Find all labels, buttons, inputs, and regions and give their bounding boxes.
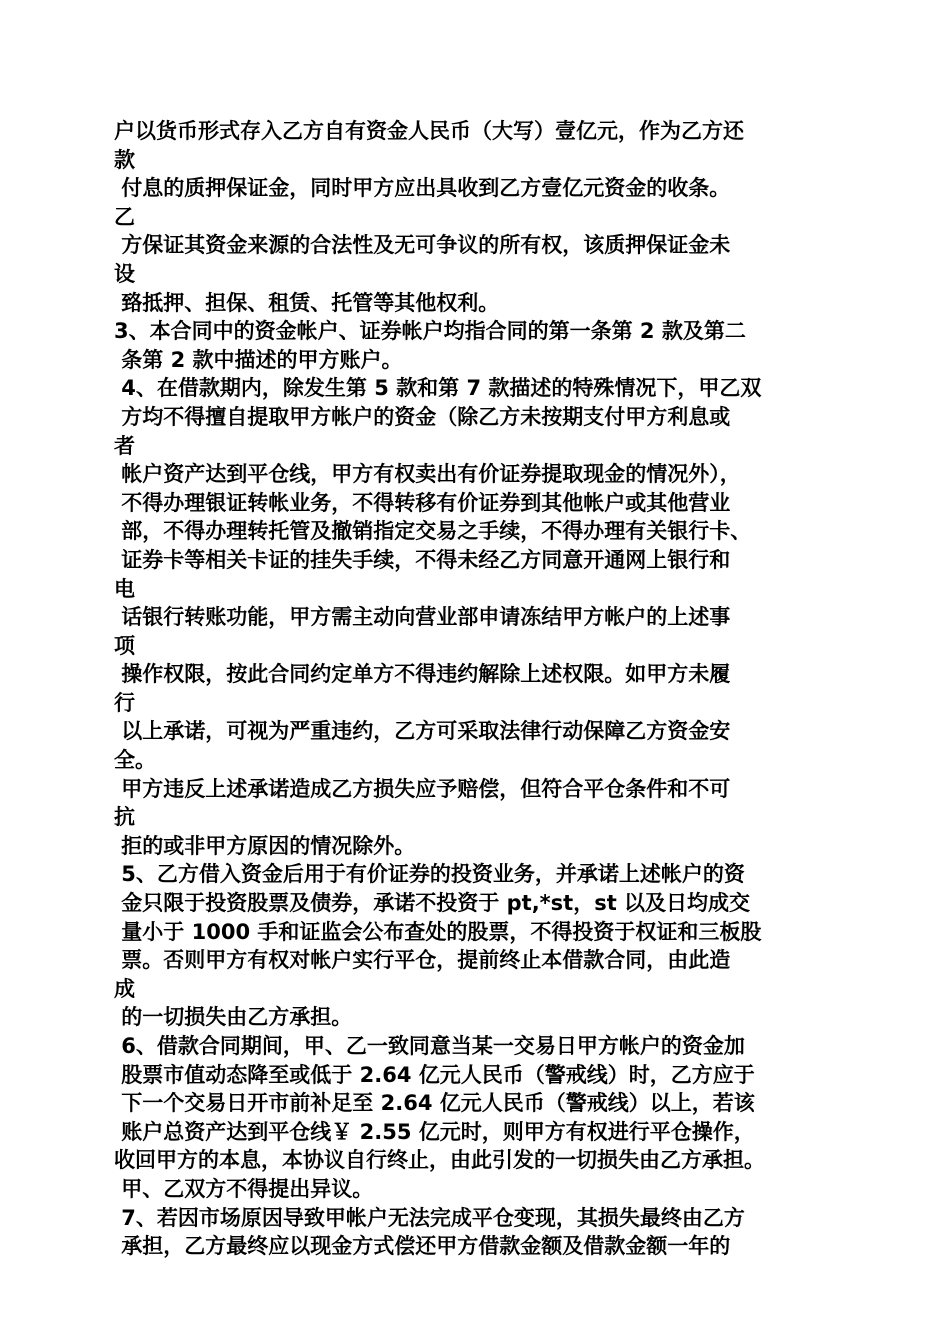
text-line: 3、本合同中的资金帐户、证券帐户均指合同的第一条第 2 款及第二 — [114, 319, 746, 344]
text-line: 抗 — [114, 805, 135, 830]
text-line: 臵抵押、担保、租赁、托管等其他权利。 — [114, 290, 500, 315]
text-line: 甲方违反上述承诺造成乙方损失应予赔偿，但符合平仓条件和不可 — [114, 776, 731, 801]
text-line: 户以货币形式存入乙方自有资金人民币（大写）壹亿元，作为乙方还 — [114, 119, 744, 143]
text-line: 乙 — [114, 204, 135, 229]
text-line: 设 — [114, 261, 135, 286]
text-line: 付息的质押保证金，同时甲方应出具收到乙方壹亿元资金的收条。 — [114, 176, 731, 201]
contract-text-body — [114, 117, 874, 1261]
text-line: 股票市值动态降至或低于 2.64 亿元人民币（警戒线）时，乙方应于 — [114, 1062, 755, 1087]
text-line: 帐户资产达到平仓线，甲方有权卖出有价证券提取现金的情况外）， — [114, 462, 741, 487]
text-line: 账户总资产达到平仓线￥ 2.55 亿元时，则甲方有权进行平仓操作， — [114, 1119, 755, 1144]
text-line: 4、在借款期内，除发生第 5 款和第 7 款描述的特殊情况下，甲乙双 — [114, 376, 762, 401]
text-line: 不得办理银证转帐业务，不得转移有价证券到其他帐户或其他营业 — [114, 490, 731, 515]
text-line: 款 — [114, 147, 135, 172]
text-line: 全。 — [114, 748, 156, 773]
text-line: 项 — [114, 633, 135, 658]
text-line: 成 — [114, 976, 135, 1001]
text-line: 收回甲方的本息，本协议自行终止，由此引发的一切损失由乙方承担。 — [114, 1148, 765, 1173]
text-line: 行 — [114, 690, 135, 715]
text-line: 条第 2 款中描述的甲方账户。 — [114, 347, 403, 372]
text-line: 部，不得办理转托管及撤销指定交易之手续，不得办理有关银行卡、 — [114, 519, 752, 544]
text-line: 以上承诺，可视为严重违约，乙方可采取法律行动保障乙方资金安 — [114, 719, 731, 744]
text-line: 量小于 1000 手和证监会公布查处的股票，不得投资于权证和三板股 — [114, 919, 762, 944]
text-line: 操作权限，按此合同约定单方不得违约解除上述权限。如甲方未履 — [114, 662, 731, 687]
text-line: 票。否则甲方有权对帐户实行平仓，提前终止本借款合同，由此造 — [114, 948, 731, 973]
text-line: 5、乙方借入资金后用于有价证券的投资业务，并承诺上述帐户的资 — [114, 862, 745, 887]
text-line: 拒的或非甲方原因的情况除外。 — [114, 833, 416, 858]
text-line: 者 — [114, 433, 135, 458]
text-line: 金只限于投资股票及债券，承诺不投资于 pt,*st，st 以及日均成交 — [114, 891, 751, 916]
text-line: 证券卡等相关卡证的挂失手续，不得未经乙方同意开通网上银行和 — [114, 547, 731, 572]
text-line: 方均不得擅自提取甲方帐户的资金（除乙方未按期支付甲方利息或 — [114, 404, 731, 429]
text-line: 话银行转账功能，甲方需主动向营业部申请冻结甲方帐户的上述事 — [114, 605, 731, 630]
text-line: 电 — [114, 576, 135, 601]
text-line: 下一个交易日开市前补足至 2.64 亿元人民币（警戒线）以上，若该 — [114, 1091, 755, 1116]
text-line: 承担，乙方最终应以现金方式偿还甲方借款金额及借款金额一年的 — [114, 1234, 731, 1259]
text-line: 甲、乙双方不得提出异议。 — [114, 1176, 374, 1201]
text-line: 方保证其资金来源的合法性及无可争议的所有权，该质押保证金未 — [114, 233, 731, 258]
text-line: 7、若因市场原因导致甲帐户无法完成平仓变现，其损失最终由乙方 — [114, 1205, 745, 1230]
text-line: 6、借款合同期间，甲、乙一致同意当某一交易日甲方帐户的资金加 — [114, 1034, 745, 1058]
text-line: 的一切损失由乙方承担。 — [114, 1005, 353, 1030]
